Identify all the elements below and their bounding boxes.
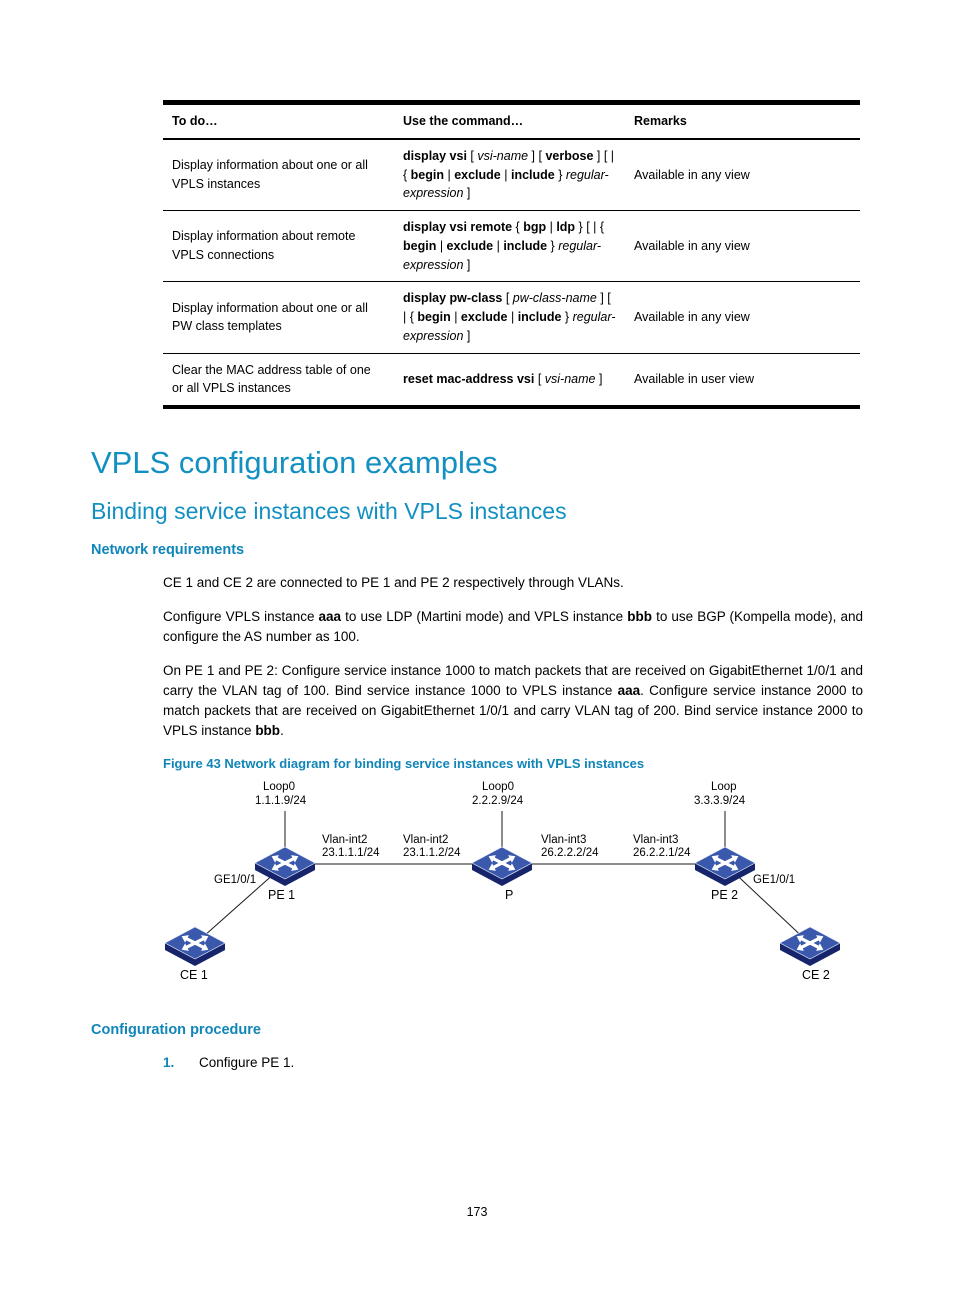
node-label: P <box>505 888 514 902</box>
procedure-step <box>163 1053 863 1073</box>
interface-ip: 23.1.1.2/24 <box>403 847 461 859</box>
chapter-title: VPLS configuration examples <box>91 445 498 480</box>
todo-cell: Display information about one or all VPLS instances <box>172 158 368 191</box>
col-header-remarks: Remarks <box>625 103 860 139</box>
node-ce1 <box>164 921 226 972</box>
remarks-cell: Available in any view <box>634 167 750 182</box>
switch-icon <box>254 841 316 887</box>
node-label: CE 2 <box>802 968 830 982</box>
table-header-row <box>163 103 860 139</box>
step-number: 1. <box>163 1055 175 1070</box>
page-number: 173 <box>466 1205 488 1219</box>
remarks-cell: Available in any view <box>625 282 860 353</box>
command-cell: reset mac-address vsi [ vsi-name ] <box>394 353 625 407</box>
interface-ip: 26.2.2.2/24 <box>541 847 599 859</box>
node-p <box>471 841 533 892</box>
step-text: Configure PE 1. <box>199 1055 295 1070</box>
todo-cell: Display information about one or all PW class templates <box>163 282 394 353</box>
node-label: CE 1 <box>180 968 208 982</box>
loopback-ip: 2.2.2.9/24 <box>472 795 524 807</box>
network-requirements-heading: Network requirements <box>91 542 245 558</box>
configuration-procedure-heading: Configuration procedure <box>91 1022 261 1038</box>
interface-name: Vlan-int2 <box>403 834 449 846</box>
switch-icon <box>779 921 841 967</box>
interface-ip: 26.2.2.1/24 <box>633 847 691 859</box>
table-row <box>163 211 860 282</box>
table-row <box>163 353 860 407</box>
interface-name: Vlan-int2 <box>322 834 368 846</box>
switch-icon <box>694 841 756 887</box>
table-row <box>163 282 860 353</box>
interface-label <box>633 834 691 860</box>
col-header-command: Use the command… <box>394 103 625 139</box>
todo-cell: Display information about remote VPLS connections <box>163 211 394 282</box>
port-label: GE1/0/1 <box>214 874 257 886</box>
page-content <box>91 100 863 1073</box>
interface-name: Vlan-int3 <box>633 834 679 846</box>
switch-icon <box>164 921 226 967</box>
interface-label <box>541 834 599 860</box>
interface-label <box>403 834 461 860</box>
command-reference-table <box>163 100 860 409</box>
interface-label <box>322 834 380 860</box>
interface-name: Vlan-int3 <box>541 834 587 846</box>
node-pe2 <box>694 841 756 892</box>
paragraph: On PE 1 and PE 2: Configure service instance 1000 to match packets that are received on GigabitEthernet 1/0/1 and carry the VLAN tag of 100. Bind service instance 1000 to VPLS instance aaa. Configure service instance 2000 to match packets that are received on GigabitEthernet 1/0/1 and carry VLAN tag of 200. Bind service instance 2000 to VPLS instance bbb. <box>163 663 864 738</box>
todo-cell: Clear the MAC address table of one or all VPLS instances <box>163 353 394 407</box>
node-pe1 <box>254 841 316 892</box>
paragraph: Configure VPLS instance aaa to use LDP (Martini mode) and VPLS instance bbb to use BGP (Kompella mode), and configure the AS number as 100. <box>163 609 863 644</box>
loopback-name: Loop0 <box>482 781 514 793</box>
section-title: Binding service instances with VPLS instances <box>91 498 567 524</box>
loopback-ip: 3.3.3.9/24 <box>694 795 746 807</box>
remarks-cell: Available in user view <box>625 353 860 407</box>
command-cell: display vsi [ vsi-name ] [ verbose ] [ | { begin | exclude | include } regular-expression ] <box>403 148 615 201</box>
col-header-todo: To do… <box>163 103 394 139</box>
command-cell: display pw-class [ pw-class-name ] [ | { begin | exclude | include } regular-expression ] <box>394 282 625 353</box>
loopback-name: Loop <box>711 781 737 793</box>
loopback-ip: 1.1.1.9/24 <box>255 795 307 807</box>
node-label: PE 2 <box>711 888 739 902</box>
command-cell: display vsi remote { bgp | ldp } [ | { begin | exclude | include } regular-expression ] <box>394 211 625 282</box>
figure-caption: Figure 43 Network diagram for binding service instances with VPLS instances <box>163 756 645 771</box>
network-diagram <box>160 779 860 991</box>
port-label: GE1/0/1 <box>753 874 796 886</box>
paragraph: CE 1 and CE 2 are connected to PE 1 and PE 2 respectively through VLANs. <box>163 575 624 590</box>
loopback-name: Loop0 <box>263 781 295 793</box>
switch-icon <box>471 841 533 887</box>
node-label: PE 1 <box>268 888 296 902</box>
node-ce2 <box>779 921 841 972</box>
remarks-cell: Available in any view <box>625 211 860 282</box>
table-row <box>163 139 860 211</box>
interface-ip: 23.1.1.1/24 <box>322 847 380 859</box>
